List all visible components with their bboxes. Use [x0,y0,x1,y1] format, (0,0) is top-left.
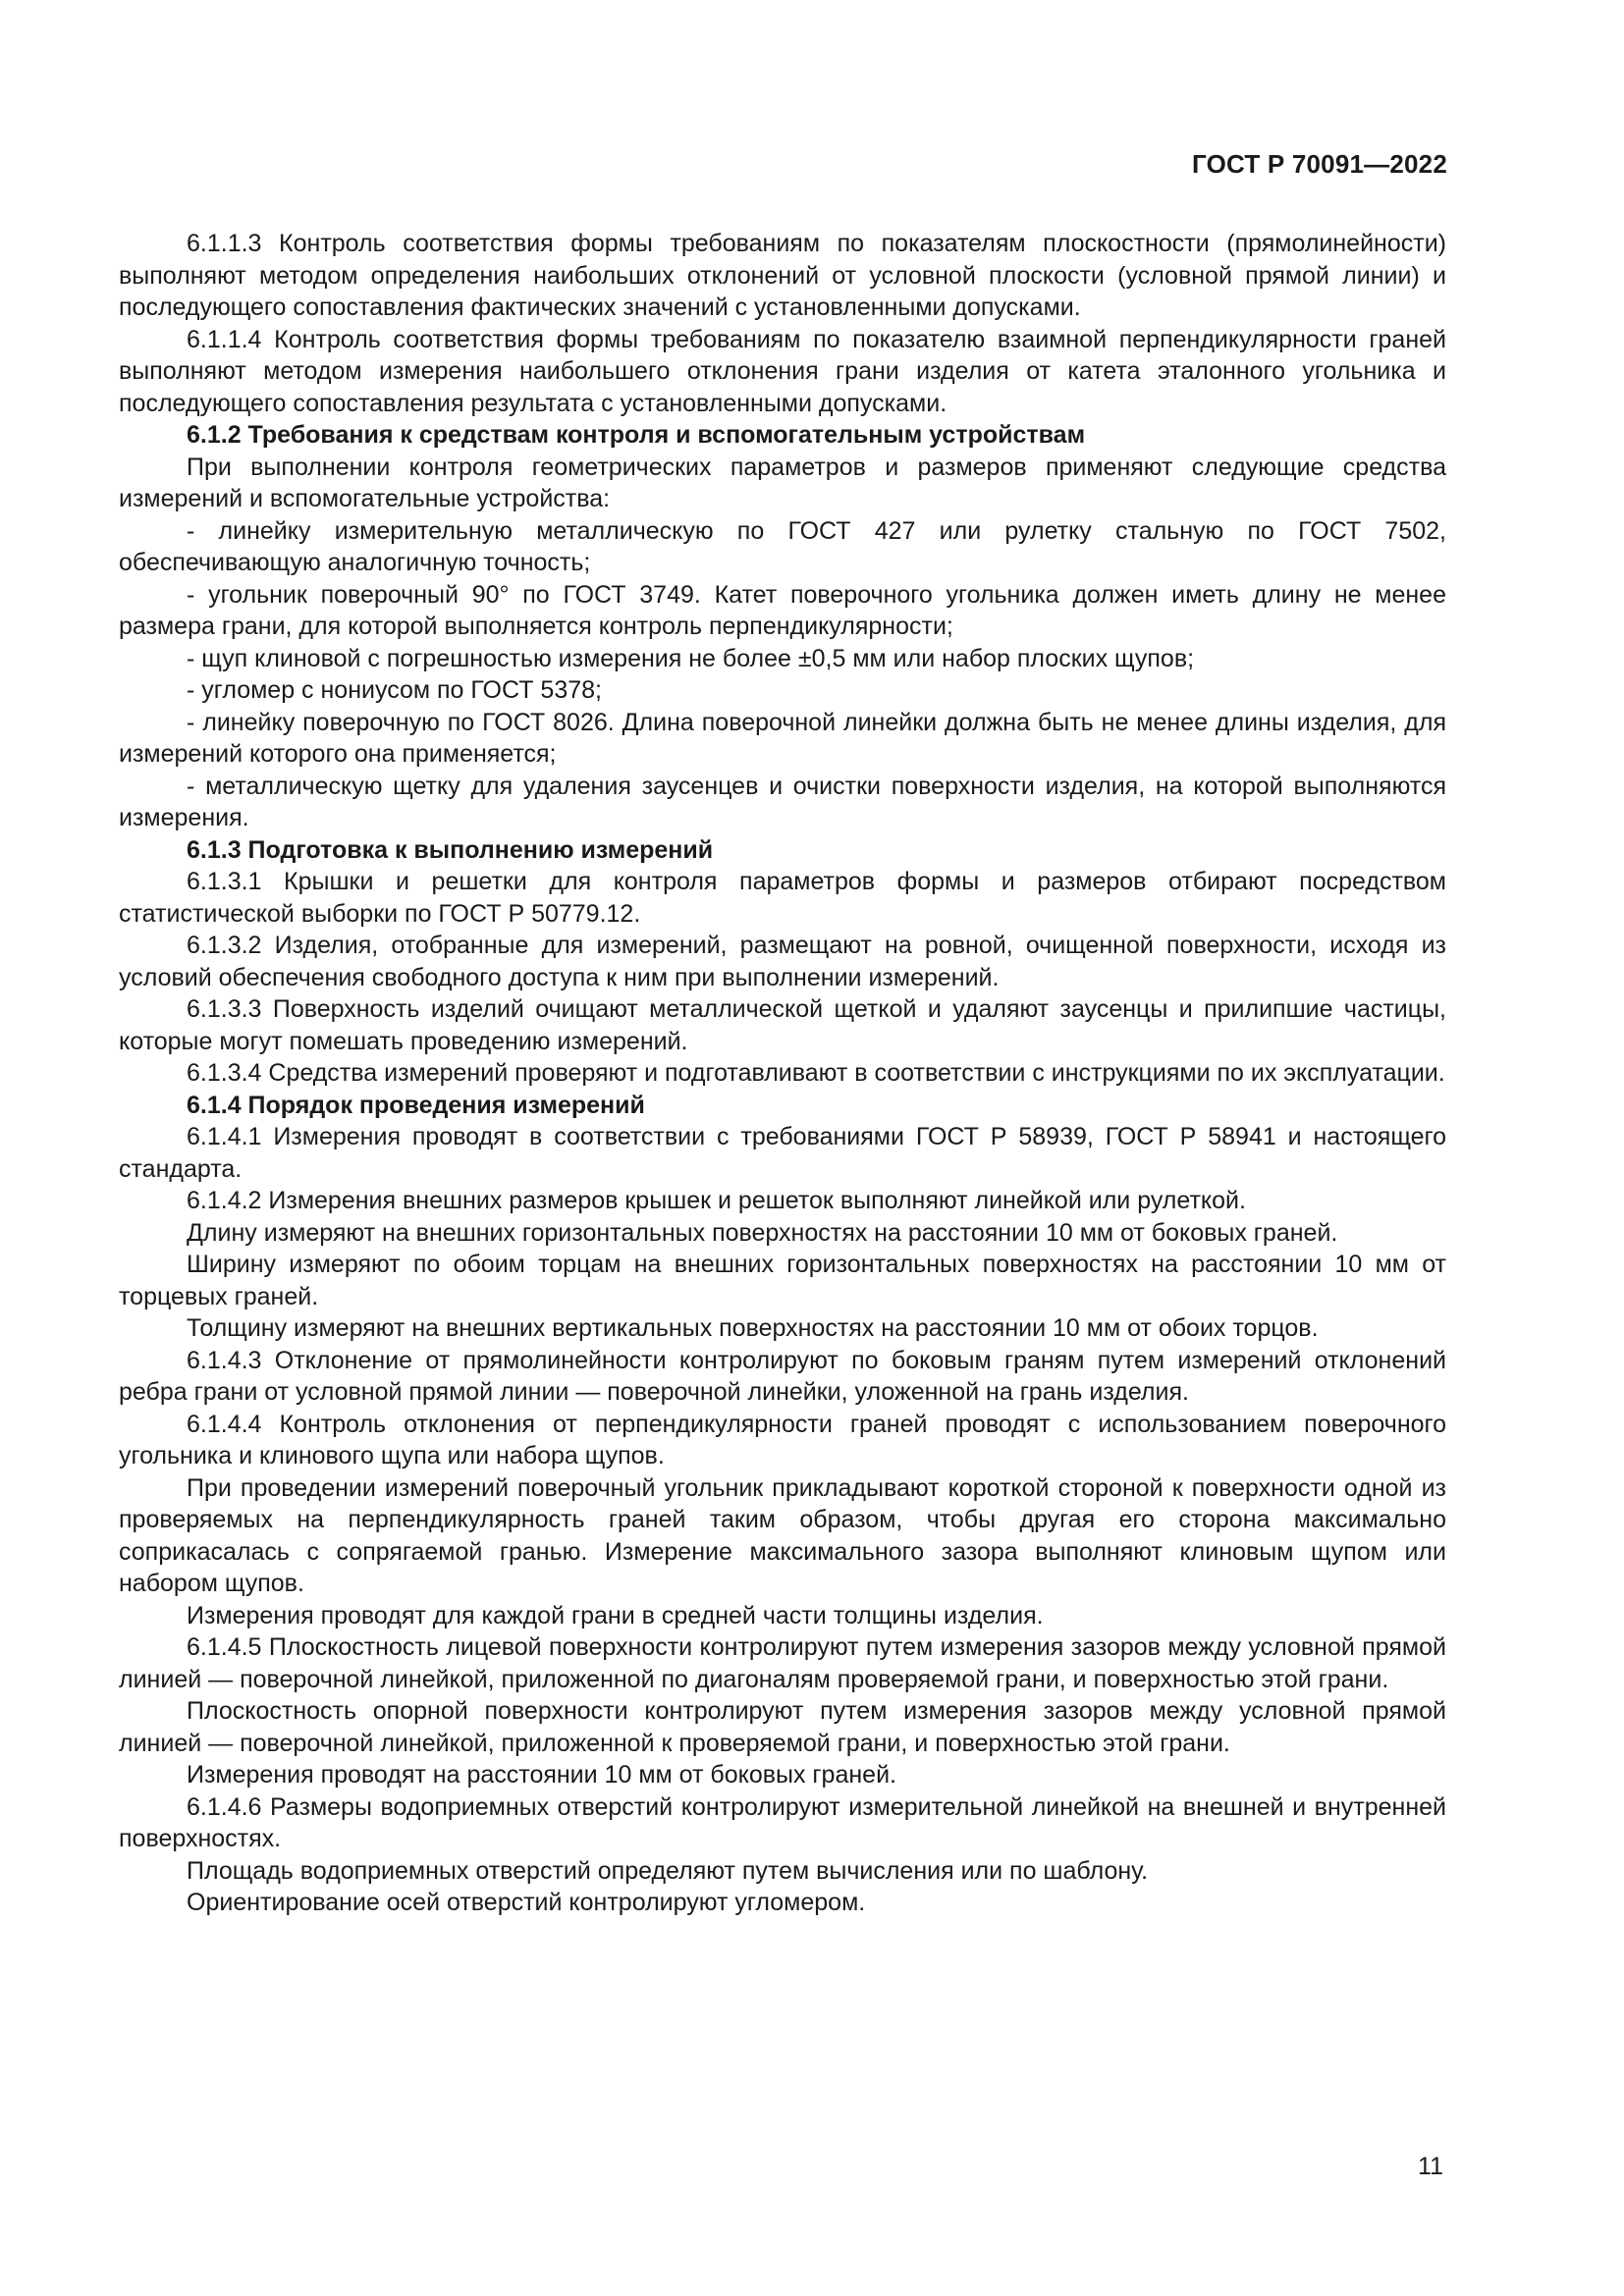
list-item: - линейку измерительную металлическую по ГОСТ 427 или рулетку стальную по ГОСТ 7502, обеспечивающую аналогичную точность; [119,516,1446,576]
paragraph-6-1-4-2: 6.1.4.2 Измерения внешних размеров крышек и решеток выполняют линейкой или рулеткой. [187,1187,1246,1214]
section-heading-6-1-2: 6.1.2 Требования к средствам контроля и вспомогательным устройствам [187,421,1086,449]
paragraph-6-1-3-3: 6.1.3.3 Поверхность изделий очищают металлической щеткой и удаляют заусенцы и прилипшие частицы, которые могут помешать проведению измерений. [119,995,1446,1055]
paragraph: При выполнении контроля геометрических параметров и размеров применяют следующие средства измерений и вспомогательные устройства: [119,453,1446,512]
paragraph-6-1-4-4: 6.1.4.4 Контроль отклонения от перпендикулярности граней проводят с использованием поверочного угольника и клинового щупа или набора щупов. [119,1410,1446,1469]
page-number: 11 [1418,2153,1443,2180]
section-heading-6-1-3: 6.1.3 Подготовка к выполнению измерений [187,835,714,864]
standard-code-header: ГОСТ Р 70091—2022 [1192,149,1447,179]
paragraph: При проведении измерений поверочный угольник прикладывают короткой стороной к поверхности одной из проверяемых на перпендикулярность граней таким образом, чтобы другая его сторона максимально соприкасалась с сопрягаемой гранью. Измерение максимального зазора выполняют клиновым щупом или набором щупов. [119,1473,1446,1597]
paragraph-6-1-3-4: 6.1.3.4 Средства измерений проверяют и подготавливают в соответствии с инструкциями по их эксплуатации. [187,1059,1445,1087]
paragraph-6-1-1-4: 6.1.1.4 Контроль соответствия формы требованиям по показателю взаимной перпендикулярности граней выполняют методом измерения наибольшего отклонения грани изделия от катета эталонного угольника и последующего сопоставления результата с установленными допусками. [119,325,1446,417]
paragraph-6-1-4-3: 6.1.4.3 Отклонение от прямолинейности контролируют по боковым граням путем измерений отклонений ребра грани от условной прямой линии — поверочной линейки, уложенной на грань изделия. [119,1346,1446,1406]
paragraph-6-1-4-6: 6.1.4.6 Размеры водоприемных отверстий контролируют измерительной линейкой на внешней и внутренней поверхностях. [119,1792,1446,1852]
document-body [119,228,1446,1919]
list-item: - угломер с нониусом по ГОСТ 5378; [187,676,602,704]
section-heading-6-1-4: 6.1.4 Порядок проведения измерений [187,1091,645,1119]
paragraph-6-1-3-1: 6.1.3.1 Крышки и решетки для контроля параметров формы и размеров отбирают посредством статистической выборки по ГОСТ Р 50779.12. [119,868,1446,928]
list-item: - угольник поверочный 90° по ГОСТ 3749. Катет поверочного угольника должен иметь длину не менее размера грани, для которой выполняется контроль перпендикулярности; [119,580,1446,640]
paragraph: Длину измеряют на внешних горизонтальных поверхностях на расстоянии 10 мм от боковых граней. [187,1218,1338,1247]
paragraph: Ширину измеряют по обоим торцам на внешних горизонтальных поверхностях на расстоянии 10 мм от торцевых граней. [119,1251,1446,1310]
paragraph: Ориентирование осей отверстий контролируют угломером. [187,1889,866,1916]
paragraph: Измерения проводят на расстоянии 10 мм от боковых граней. [187,1761,896,1789]
list-item: - металлическую щетку для удаления заусенцев и очистки поверхности изделия, на которой выполняются измерения. [119,772,1446,831]
paragraph-6-1-4-1: 6.1.4.1 Измерения проводят в соответствии с требованиями ГОСТ Р 58939, ГОСТ Р 58941 и настоящего стандарта. [119,1123,1446,1183]
paragraph-6-1-3-2: 6.1.3.2 Изделия, отобранные для измерений, размещают на ровной, очищенной поверхности, исходя из условий обеспечения свободного доступа к ним при выполнении измерений. [119,932,1446,991]
list-item: - щуп клиновой с погрешностью измерения не более ±0,5 мм или набор плоских щупов; [187,644,1195,672]
list-item: - линейку поверочную по ГОСТ 8026. Длина поверочной линейки должна быть не менее длины изделия, для измерений которого она применяется; [119,708,1446,768]
paragraph: Площадь водоприемных отверстий определяют путем вычисления или по шаблону. [187,1856,1149,1885]
paragraph: Толщину измеряют на внешних вертикальных поверхностях на расстоянии 10 мм от обоих торцов. [187,1314,1319,1342]
paragraph: Плоскостность опорной поверхности контролируют путем измерения зазоров между условной прямой линией — поверочной линейкой, приложенной к проверяемой грани, и поверхностью этой грани. [119,1697,1446,1757]
paragraph: Измерения проводят для каждой грани в средней части толщины изделия. [187,1601,1044,1629]
paragraph-6-1-4-5: 6.1.4.5 Плоскостность лицевой поверхности контролируют путем измерения зазоров между условной прямой линией — поверочной линейкой, приложенной по диагоналям проверяемой грани, и поверхностью этой грани. [119,1633,1446,1693]
paragraph-6-1-1-3: 6.1.1.3 Контроль соответствия формы требованиям по показателям плоскостности (прямолинейности) выполняют методом определения наибольших отклонений от условной плоскости (условной прямой линии) и последующего сопоставления фактических значений с установленными допусками. [119,230,1446,321]
